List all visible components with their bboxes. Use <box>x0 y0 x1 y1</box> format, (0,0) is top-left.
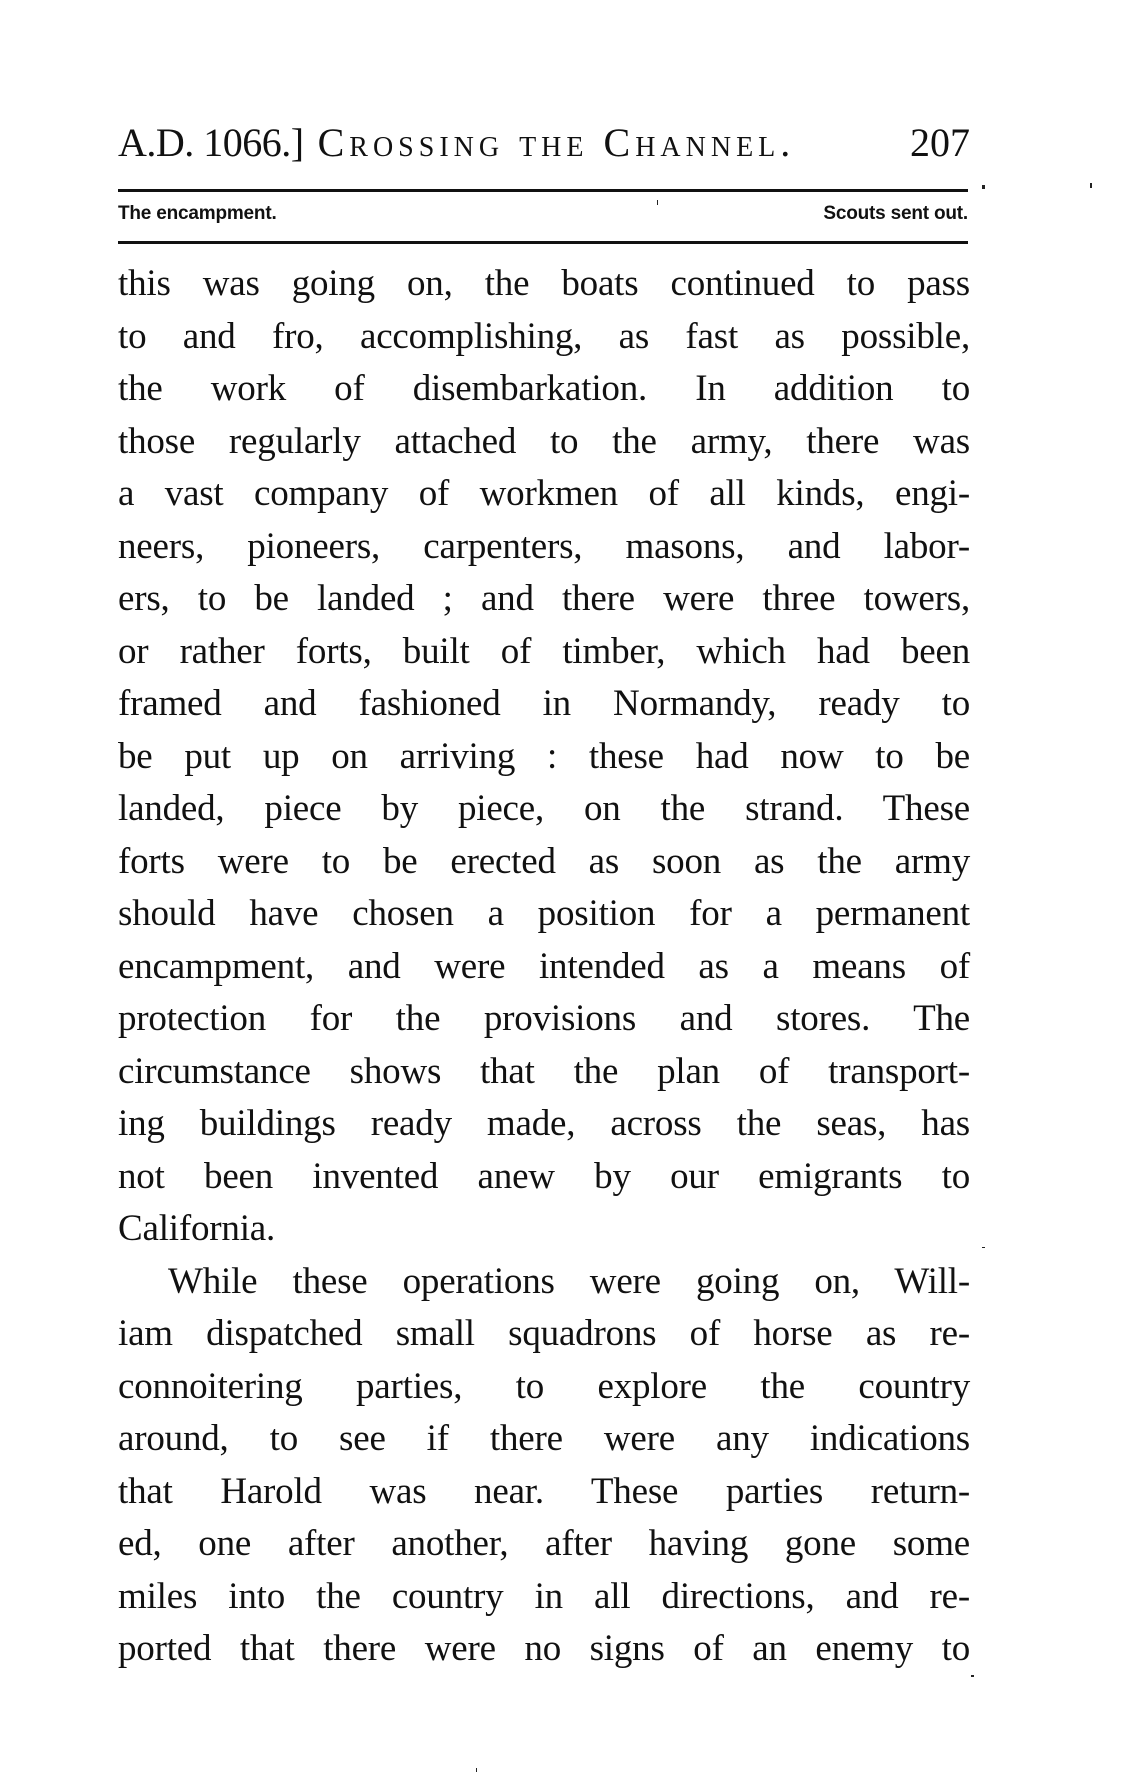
text-line: circumstance shows that the plan of transport- <box>118 1050 970 1092</box>
text-line: ers, to be landed ; and there were three towers, <box>118 578 970 619</box>
text-line: forts were to be erected as soon as the army <box>118 840 970 882</box>
text-line: that Harold was near. These parties return- <box>118 1470 970 1512</box>
scan-speck <box>971 1675 974 1677</box>
scan-speck <box>1090 183 1092 188</box>
text-line: the work of disembarkation. In addition to <box>118 368 970 409</box>
scan-speck <box>476 1768 477 1772</box>
page-number: 207 <box>910 120 970 165</box>
text-line-paragraph-end: California. <box>118 1208 276 1249</box>
text-line: ported that there were no signs of an enemy to <box>118 1628 970 1669</box>
text-line: connoitering parties, to explore the country <box>118 1365 970 1407</box>
text-line: protection for the provisions and stores. The <box>118 998 970 1039</box>
text-line: around, to see if there were any indications <box>118 1418 970 1459</box>
text-line: miles into the country in all directions, and re- <box>118 1575 970 1617</box>
scan-speck <box>982 1247 985 1248</box>
text-line: neers, pioneers, carpenters, masons, and labor- <box>118 525 970 567</box>
running-head <box>118 120 970 166</box>
text-line: those regularly attached to the army, there was <box>118 420 970 462</box>
scan-speck <box>657 200 658 205</box>
text-line: ed, one after another, after having gone some <box>118 1523 970 1564</box>
text-line: not been invented anew by our emigrants to <box>118 1155 970 1197</box>
text-line: encampment, and were intended as a means of <box>118 945 970 987</box>
header-rule-top <box>118 189 968 192</box>
chapter-title: Crossing the Channel. <box>317 120 796 165</box>
text-line: this was going on, the boats continued to pass <box>118 263 970 304</box>
text-line: should have chosen a position for a permanent <box>118 893 970 934</box>
text-line: framed and fashioned in Normandy, ready to <box>118 683 970 724</box>
scan-speck <box>982 185 985 189</box>
text-line: a vast company of workmen of all kinds, engi- <box>118 473 970 514</box>
marginal-headings <box>118 202 968 226</box>
text-line: or rather forts, built of timber, which had been <box>118 630 970 672</box>
side-heading-left: The encampment. <box>118 203 277 224</box>
side-heading-right: Scouts sent out. <box>823 203 968 224</box>
header-rule-bottom <box>118 241 968 244</box>
text-line: landed, piece by piece, on the strand. These <box>118 788 970 829</box>
header-date: A.D. 1066.] <box>118 120 304 165</box>
text-line-paragraph-start: While these operations were going on, Will- <box>168 1260 970 1302</box>
text-line: iam dispatched small squadrons of horse as re- <box>118 1313 970 1354</box>
text-line: be put up on arriving : these had now to be <box>118 735 970 777</box>
text-line: ing buildings ready made, across the seas, has <box>118 1103 970 1144</box>
text-line: to and fro, accomplishing, as fast as possible, <box>118 315 970 357</box>
